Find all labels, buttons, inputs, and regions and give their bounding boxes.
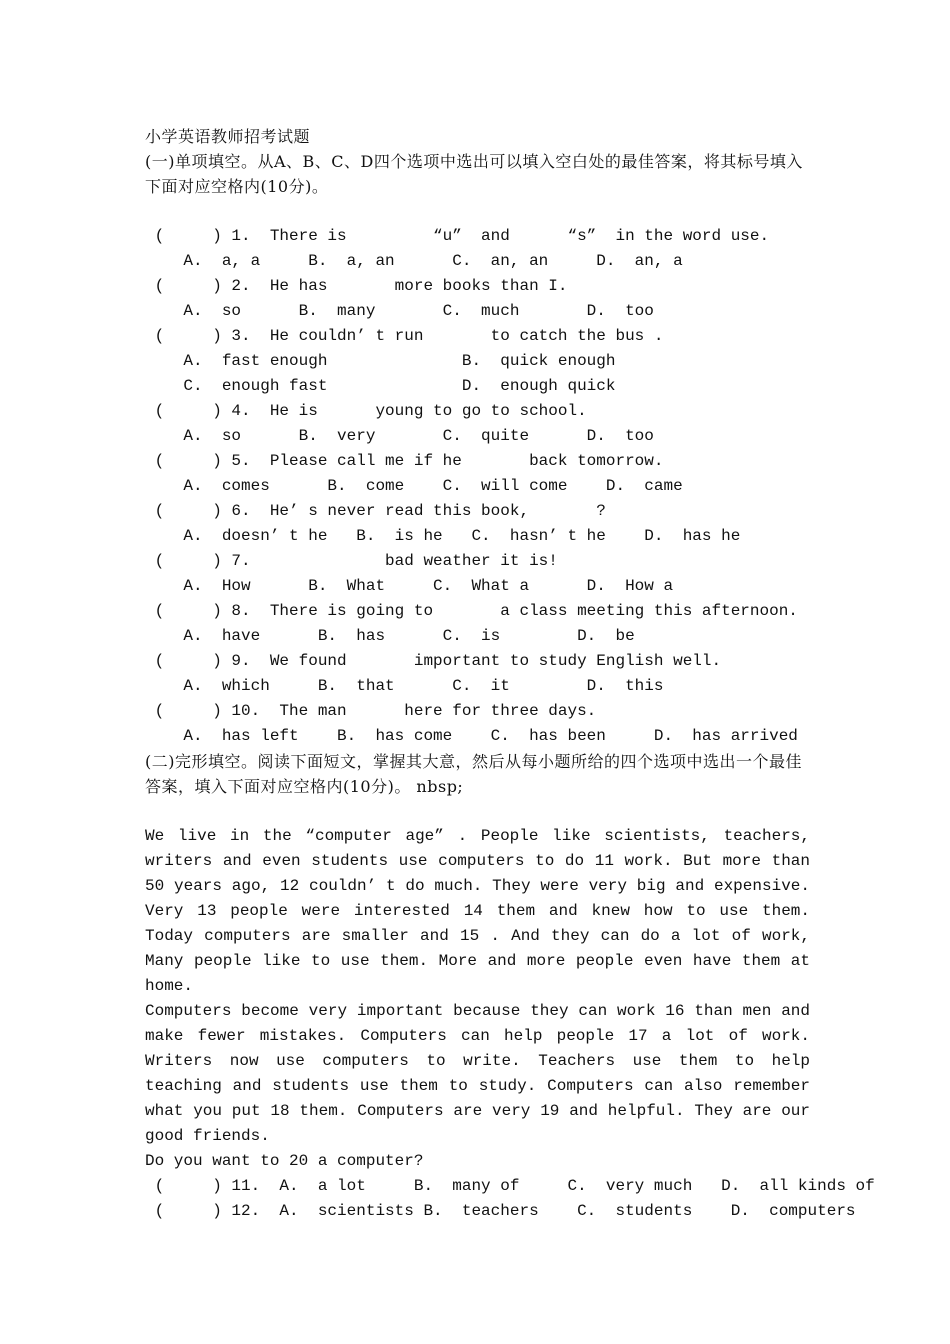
question-line: ( ) 6. He’ s never read this book, ? (145, 502, 606, 520)
spacer (145, 799, 810, 824)
question-line: ( ) 4. He is young to go to school. (145, 402, 587, 420)
passage-paragraph-2: Computers become very important because they can work 16 than men and make fewer mistakes. Computers can help people 17 a lot of work. Writers now use computers to write. Teachers use them to help teaching and students use them to study. Computers can also remember what you put 18 them. Computers are very 19 and helpful. They are our good friends. (145, 1002, 810, 1145)
exam-page (145, 124, 875, 1224)
question-line: C. enough fast D. enough quick (145, 377, 616, 395)
question-line: A. comes B. come C. will come D. came (145, 477, 683, 495)
question-line: A. How B. What C. What a D. How a (145, 577, 674, 595)
question-line: ( ) 9. We found important to study English well. (145, 652, 722, 670)
question-line: ( ) 7. bad weather it is! (145, 552, 558, 570)
passage-last-line: Do you want to 20 a computer? (145, 1152, 424, 1170)
section-2-answers (145, 1174, 875, 1224)
question-line: ( ) 12. A. scientists B. teachers C. students D. computers (145, 1202, 856, 1220)
question-line: A. which B. that C. it D. this (145, 677, 664, 695)
question-line: ( ) 5. Please call me if he back tomorrow. (145, 452, 664, 470)
question-line: ( ) 1. There is “u” and “s” in the word use. (145, 227, 770, 245)
question-line: A. fast enough B. quick enough (145, 352, 616, 370)
section-1-questions (145, 224, 810, 749)
question-line: A. doesn’ t he B. is he C. hasn’ t he D. has he (145, 527, 741, 545)
exam-title: 小学英语教师招考试题 (145, 127, 311, 146)
question-line: ( ) 10. The man here for three days. (145, 702, 597, 720)
spacer (145, 199, 810, 224)
passage-paragraph-1: We live in the “computer age” . People like scientists, teachers, writers and even students use computers to do 11 work. But more than 50 years ago, 12 couldn’ t do much. They were very big and expensive. Very 13 people were interested 14 them and knew how to use them. Today computers are smaller and 15 . And they can do a lot of work, Many people like to use them. More and more people even have them at home. (145, 827, 810, 995)
question-line: ( ) 3. He couldn’ t run to catch the bus . (145, 327, 664, 345)
question-line: ( ) 2. He has more books than I. (145, 277, 568, 295)
question-line: A. so B. many C. much D. too (145, 302, 654, 320)
cloze-passage (145, 824, 810, 1174)
question-line: A. have B. has C. is D. be (145, 627, 635, 645)
question-line: ( ) 8. There is going to a class meeting this afternoon. (145, 602, 798, 620)
section-2-header: (二)完形填空。阅读下面短文，掌握其大意，然后从每小题所给的四个选项中选出一个最佳答案，填入下面对应空格内(10分)。 nbsp; (145, 752, 802, 796)
question-line: ( ) 11. A. a lot B. many of C. very much D. all kinds of (145, 1177, 875, 1195)
question-line: A. so B. very C. quite D. too (145, 427, 654, 445)
section-1-header: (一)单项填空。从A、B、C、D四个选项中选出可以填入空白处的最佳答案，将其标号填入下面对应空格内(10分)。 (145, 152, 803, 196)
question-line: A. has left B. has come C. has been D. has arrived (145, 727, 798, 745)
question-line: A. a, a B. a, an C. an, an D. an, a (145, 252, 683, 270)
